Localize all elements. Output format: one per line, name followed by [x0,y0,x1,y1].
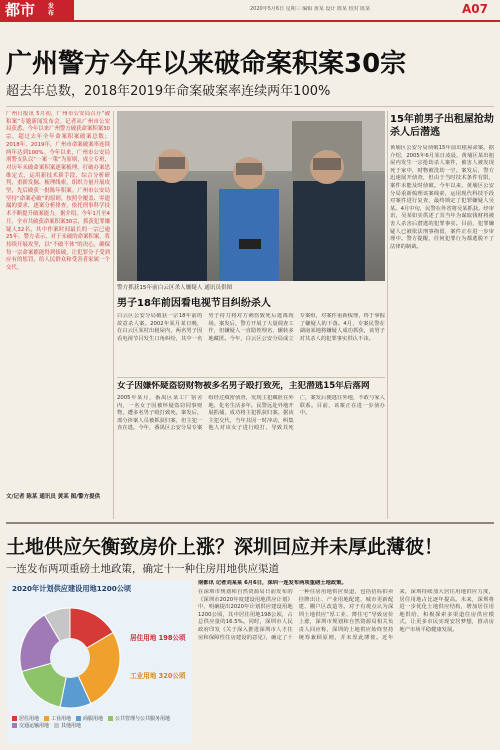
chart-title: 2020年计划供应建设用地1200公顷 [12,584,132,593]
legend-label: 商服用地 [83,716,104,722]
divider [6,106,494,107]
callout-industrial: 工业用地 320公顷 [130,672,186,680]
left-column-body: 广州日报讯 5月初，广州市公安局召开“破积案”专题新闻发布会。记者从广州市公安局获悉，今年以来广州警方破获命案积案30宗，超过去年全年命案积案破案总数；2018年、2019年，广州市命案破案率连续两年达到100%。今年以来，广州市公安局刑警支队以“一案一策”为原则，成立专班，对历年未破命案积案逐案梳理，打破办案思维定式，运用新技术新手段，综合分析研判，重新发掘、梳理线索，组织力量开展攻坚，先后破获一批陈年积案。广州市公安局坚持“命案必破”的原则，按照全覆盖、零遗漏的要求，逐案分析排查，依托刑事科学技术不断提升破案能力。据介绍，今年1月至4月，全市共破获命案积案30宗，抓获犯罪嫌疑人32名，其中作案时间最长的一宗已逾25年。警方表示，对于未破的命案积案，将持续开展攻坚，以“不破不休”的决心，确保每一宗命案都能得到侦破，让犯罪分子受到应有的惩罚，给人民群众和受害者家属一个交代。 [6,111,110,272]
headline-1: 广州警方今年以来破命案积案30宗 [6,49,407,79]
legend-label: 交通运输用地 [19,723,50,729]
legend-swatch [44,716,49,721]
photo-arrest-image [117,111,385,281]
masthead [0,0,500,20]
legend-swatch [54,723,59,728]
bottom-story-body: 在深圳市规划和自然资源局日前发布的《深圳市2020年度建设用地供应计划》中，明确提出2020年计划供应建设用地1200公顷，其中居住用地198公顷，占总供应量的16.5%。同时，深圳市人民政府印发《关于深入推进深圳市人才住房和保障性住房建设的意见》，确定了十一种住房用地供应渠道，包括招标拍卖挂牌出让、产业用地配建、城市更新配建、棚户区改造等。对于有观点认为深圳土地供应“厚工业、薄住宅”导致房价上涨，深圳市规划和自然资源局相关负责人回应称，深圳的土地供应始终坚持统筹兼顾原则，并未厚此薄彼。近年来，深圳持续加大居住用地供应力度，居住用地占比逐年提高。未来，深圳将进一步优化土地供应结构，增加居住用地供给，积极探索多渠道住房供应模式，让更多市民实现安居梦想，推动房地产市场平稳健康发展。 [198,589,494,641]
legend-item [76,716,103,723]
issue-line: 2020年5月6日 星期三 编辑 黄某 设计 陈某 校对 陈某 [250,6,371,12]
legend-item [54,723,81,730]
story-3-title: 男子18年前因看电视节目纠纷杀人 [117,298,271,309]
left-column-credit: 文/记者 陈某 通讯员 黄某 图/警方提供 [6,494,101,500]
legend-label: 工业用地 [51,716,72,722]
story-2-title: 15年前男子出租屋抢劫杀人后潜逃 [390,114,494,138]
column-divider [113,111,114,519]
callout-residential: 居住用地 198公顷 [130,634,186,642]
story-2 [390,111,494,519]
legend-swatch [108,716,113,721]
masthead-rule [0,20,500,22]
divider [117,377,385,378]
story-2-body: 黄埔区公安分局侦破15年前出租屋命案。据介绍，2005年6月某日凌晨，黄埔区某出租屋内发生一宗抢劫杀人案件，被害人被发现死于家中，财物被洗劫一空。案发后，警方迅速展开侦查，但由于当时技术条件有限，案件未能及时侦破。今年以来，黄埔区公安分局重新梳理该案线索，运用现代科技手段对案件进行复查，最终锁定了犯罪嫌疑人吴某。4月中旬，民警在外省将吴某抓获。经审讯，吴某如实供述了其当年为谋取钱财将被害人杀害后潜逃的犯罪事实。目前，犯罪嫌疑人已被依法刑事拘留，案件正在进一步审理中。警方提醒，任何犯罪行为都逃脱不了法律的制裁。 [390,145,494,250]
chart-box [6,580,192,744]
story-4-title: 女子因嫌怀疑盗窃财物被多名男子殴打致死，主犯潜逃15年后落网 [117,381,370,391]
page-number: A07 [462,2,488,16]
legend-label: 其他用地 [61,723,82,729]
legend-swatch [12,716,17,721]
headline-1-subtitle: 超去年总数，2018年2019年命案破案率连续两年100% [6,84,331,99]
pie-chart [12,602,132,714]
left-column [6,111,110,519]
legend-label: 居住用地 [19,716,40,722]
legend-label: 公共管理与公共服务用地 [115,716,171,722]
bottom-story [198,580,494,744]
legend-swatch [12,723,17,728]
legend-swatch [76,716,81,721]
photo-arrest-caption: 警方抓获15年前白云区杀人嫌疑人 通讯员供图 [117,285,233,291]
legend-item [12,723,49,730]
legend-item [108,716,170,723]
headline-2: 土地供应矢衡致房价上涨？深圳回应并未厚此薄彼！ [6,536,444,558]
photo-arrest [117,111,385,281]
headline-2-subtitle: 一连发布两项重磅土地政策，确定十一种住房用地供应渠道 [6,563,279,575]
bottom-story-byline: 南都讯 记者刘某某 6月6日，深圳一连发布两项重磅土地政策。 [198,580,347,586]
column-divider [387,111,388,519]
story-4-body: 2005年某月，番禺区某工厂宿舍内，一名女子因被怀疑盗窃同事财物，遭多名男子殴打致死。案发后，部分涉案人员被抓获归案，但主犯一直在逃。今年，番禺区公安分局专案组经过缜密侦查，发现主犯藏匿在外地，化名生活多年。民警远赴外地开展抓捕，成功将主犯抓获归案。据该主犯交代，当年其因一时冲动，纠集他人对该女子进行殴打，导致其死亡，案发后便逃往外地，不敢与家人联系。目前，该案正在进一步侦办中。 [117,395,385,432]
legend-item [12,716,39,723]
pie-center [50,638,90,678]
section-name: 都市 [5,1,36,19]
section-sub: 发布 [48,3,55,17]
chart-legend [12,716,188,730]
story-3-body: 白云区公安分局破获一宗18年前的故意杀人案。2002年某月某日晚，在白云区某村出租屋内，两名男子因看电视节目发生口角纠纷，其中一名男子持刀将对方刺伤致死后逃离现场。案发后，警方开展了大量调查工作，但嫌疑人一直隐姓埋名，辗转多地藏匿。今年，白云区公安分局成立专案组，对案件重新梳理，终于掌握了嫌疑人的下落。4月，专案民警在湖南某地将嫌疑人成功抓获，该男子对其杀人的犯罪事实供认不讳。 [117,313,385,342]
legend-item [44,716,71,723]
section-divider [6,522,494,524]
